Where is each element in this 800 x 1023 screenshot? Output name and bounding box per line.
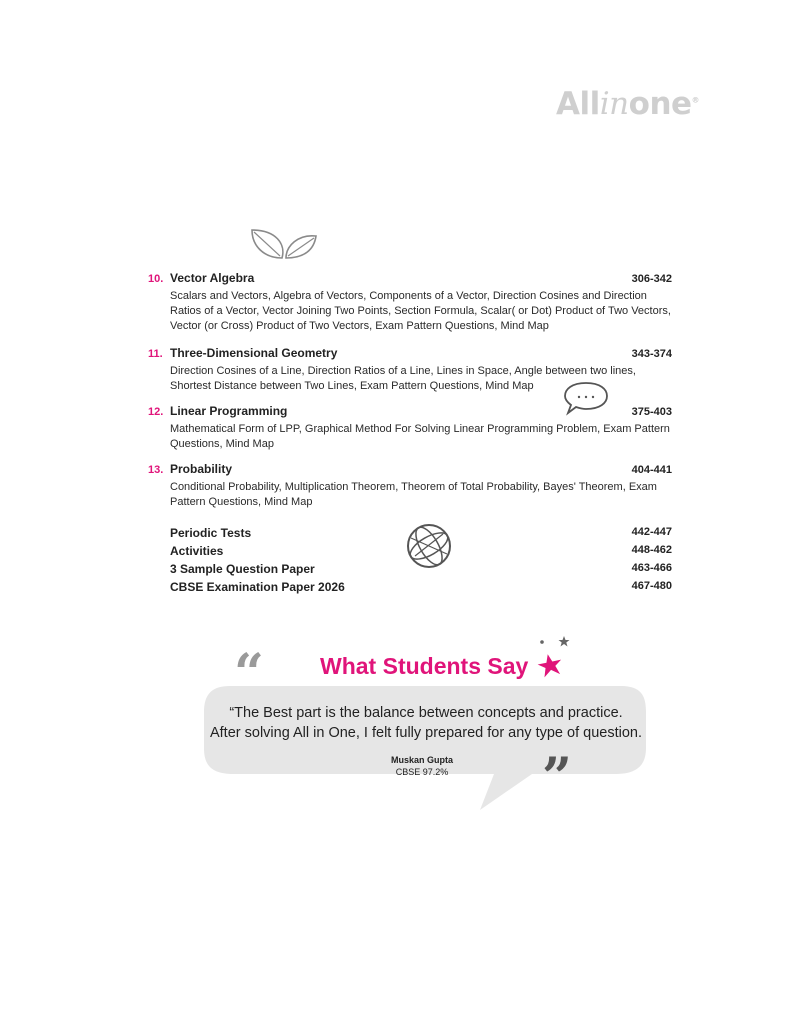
- author-score: CBSE 97.2%: [395, 767, 449, 777]
- chapter-description: Mathematical Form of LPP, Graphical Method For Solving Linear Programming Problem, Exam Pattern Questions, Mind Map: [170, 423, 670, 450]
- testimonial-author: [382, 754, 462, 778]
- chapter-entry: [148, 404, 672, 452]
- chapter-title[interactable]: Probability: [170, 462, 233, 476]
- globe-icon: [405, 522, 453, 570]
- toc-item-title: CBSE Examination Paper 2026: [170, 580, 345, 594]
- logo-text-end: one: [628, 86, 692, 122]
- brand-logo: [556, 86, 699, 122]
- chapter-number: 12.: [148, 406, 164, 418]
- toc-item-title: Activities: [170, 544, 224, 558]
- chapter-pages: 306-342: [631, 273, 672, 285]
- chapter-pages: 343-374: [631, 348, 672, 360]
- toc-item-pages: 448-462: [631, 544, 672, 556]
- chapter-description: Direction Cosines of a Line, Direction Ratios of a Line, Lines in Space, Angle between two lines, Shortest Distance between Two Lines, Exam Pattern Questions, Mind Map: [170, 365, 636, 392]
- toc-item-pages: 467-480: [631, 580, 672, 592]
- open-quote-mark: “: [234, 643, 264, 704]
- toc-item-pages: 442-447: [631, 526, 672, 538]
- chapter-title[interactable]: Vector Algebra: [170, 271, 255, 285]
- testimonial-bubble: [200, 682, 650, 814]
- author-name: Muskan Gupta: [390, 755, 453, 765]
- chapter-description: Scalars and Vectors, Algebra of Vectors, Components of a Vector, Direction Cosines and Direction Ratios of a Vector, Vector Joining Two Points, Section Formula, Scalar( or Dot) Product of Two Vectors, Vector (or Cross) Product of Two Vectors, Exam Pattern Questions, Mind Map: [170, 290, 671, 332]
- chapter-entry: [148, 271, 672, 334]
- chapter-number: 13.: [148, 464, 164, 476]
- leaf-icon: [246, 226, 322, 262]
- logo-text-main: All: [556, 86, 600, 122]
- toc-item-title: Periodic Tests: [170, 526, 252, 540]
- chapter-description: Conditional Probability, Multiplication Theorem, Theorem of Total Probability, Bayes' Theorem, Exam Pattern Questions, Mind Map: [170, 481, 657, 508]
- chapter-pages: 404-441: [631, 464, 672, 476]
- chapter-title[interactable]: Three-Dimensional Geometry: [170, 346, 338, 360]
- testimonial-line: “The Best part is the balance between concepts and practice.: [229, 705, 623, 721]
- chapter-title[interactable]: Linear Programming: [170, 404, 288, 418]
- toc-item-title: 3 Sample Question Paper: [170, 562, 315, 576]
- testimonial-line: After solving All in One, I felt fully prepared for any type of question.: [209, 725, 642, 741]
- chapter-number: 11.: [148, 348, 163, 360]
- chapter-pages: 375-403: [631, 406, 672, 418]
- chapter-number: 10.: [148, 273, 164, 285]
- toc-item-cbse-paper[interactable]: [170, 580, 672, 594]
- logo-text-script: in: [599, 86, 629, 122]
- close-quote-mark: ”: [542, 747, 572, 808]
- logo-registered-mark: ®: [691, 95, 700, 105]
- section-heading: What Students Say: [320, 653, 529, 679]
- toc-item-pages: 463-466: [631, 562, 672, 574]
- chapter-entry: [148, 462, 672, 510]
- testimonial-quote: [206, 703, 646, 743]
- star-icon: [532, 634, 574, 682]
